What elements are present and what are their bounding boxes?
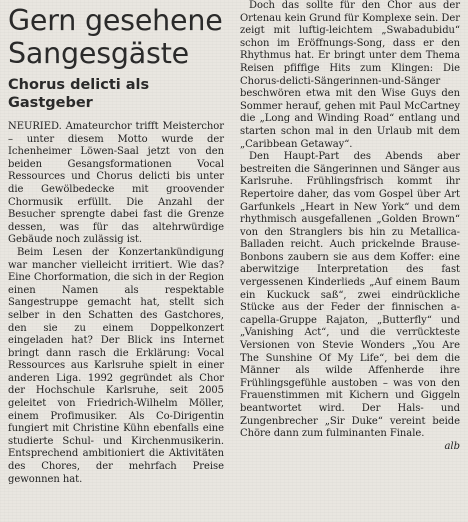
dateline: NEURIED. xyxy=(8,121,62,132)
paragraph-3: Doch das sollte für den Chor aus der Ortenau kein Grund für Komplexe sein. Der zeigt mit luftig-leichtem „Swabadubidu“ schon im Eröffnungs-Song, dass er den Rhythmus hat. Er bringt unter dem Thema Reisen pfiffige Hits zum Klingen: Die Chorus-delicti-Sängerinnen-und-Sänger beschwören etwa mit den Wise Guys den Sommer herauf, gehen mit Paul McCartney die „Long and Winding Road“ entlang und starten schon mal in den Urlaub mit dem „Caribbean Getaway“. xyxy=(240,0,460,150)
left-column xyxy=(8,0,224,522)
right-column xyxy=(240,0,460,522)
paragraph-2: Beim Lesen der Konzertankündigung war mancher vielleicht irritiert. Wie das? Eine Chorformation, die sich in der Region einen Namen als respektable Sangestruppe gemacht hat, stellt sich selber in den Schatten des Gastchores, den sie zu einem Doppelkonzert eingeladen hat? Der Blick ins Internet bringt dann rasch die Erklärung: Vocal Ressources aus Karlsruhe spielt in einer anderen Liga. 1992 gegründet als Chor der Hochschule Karlsruhe, seit 2005 geleitet von Friedrich-Wilhelm Möller, einem Profimusiker. Als Co-Dirigentin fungiert mit Christine Kühn ebenfalls eine studierte Schul- und Kirchenmusikerin. Entsprechend ambitioniert die Aktivitäten des Chores, der mehrfach Preise gewonnen hat. xyxy=(8,246,224,485)
subheadline: Chorus delicti als Gastgeber xyxy=(8,77,150,111)
paragraph-1-text: Amateurchor trifft Meisterchor – unter diesem Motto wurde der Ichenheimer Löwen-Saal jetzt von den beiden Gesangsformationen Vocal Ressources und Chorus delicti bis unter die Gewölbedecke mit groovender Chormusik erfüllt. Die Anzahl der Besucher sprengte dabei fast die Grenze dessen, was für das altehrwürdige Gebäude noch zulässig ist. xyxy=(8,121,224,246)
paragraph-4: Den Haupt-Part des Abends aber bestreiten die Sängerinnen und Sänger aus Karlsruhe. Frühlingsfrisch kommt ihr Repertoire daher, das vom Gospel über Art Garfunkels „Heart in New York“ und dem rhythmisch ausgefallenen „Golden Brown“ von den Stranglers bis hin zu Metallica-Balladen reicht. Auch prickelnde Brause-Bonbons zaubern sie aus dem Koffer: eine aberwitzige Interpretation des fast vergessenen Kinderlieds „Auf einem Baum ein Kuckuck saß“, zwei eindrückliche Stücke aus der Feder der finnischen a-capella-Gruppe Rajaton, „Butterfly“ und „Vanishing Act“, und die verrückteste Versionen von Stevie Wonders „You Are The Sunshine Of My Life“, bei dem die Männer als wilde Affenherde ihre Frühlingsgefühle austoben – was von den Frauenstimmen mit Kichern und Giggeln beantwortet wird. Der Hals- und Zungenbrecher „Sir Duke“ vereint beide Chöre dann zum fulminanten Finale. xyxy=(240,151,460,440)
author-signature: alb xyxy=(444,440,460,452)
article-body-right xyxy=(240,0,460,453)
paragraph-1 xyxy=(8,121,224,247)
article-body-left xyxy=(8,121,224,486)
headline: Gern gesehene Sangesgäste xyxy=(8,4,223,70)
